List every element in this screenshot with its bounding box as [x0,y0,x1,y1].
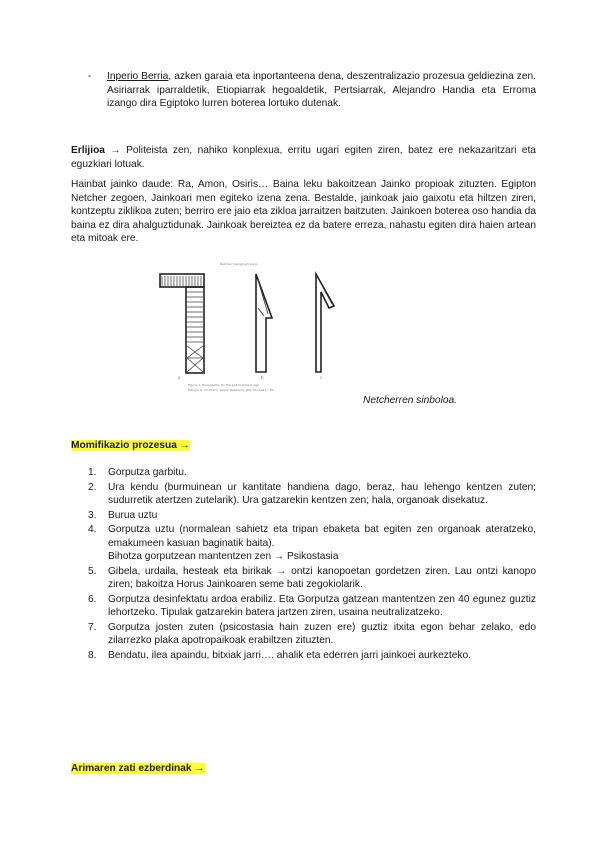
netcher-sign-b [256,274,272,372]
bullet-text [107,70,536,111]
list-item: 2. Ura kendu (burmuinean ur kantitate handiena dago, beraz, hau lehengo kentzen zuten; sudurretik atertzen zutelarik). Ura gatzarekin kentzen zen; hala, organoak disekatuz. [88,481,536,506]
religion-arrow: → [110,145,121,156]
list-item: 8. Bendatu, ilea apaindu, bitxiak jarri…. ahalik eta ederren jarri jainkoei aurkezteko. [88,649,471,661]
list-item: 5. Gibela, urdaila, hesteak eta birikak → ontzi kanopoetan gordetzen ziren. Lau ontzi kanopo ziren; bakoitza Horus Jainkoaren seme bati zegokiolarik. [88,565,536,590]
figure-small-caption-2: Dibujos A. Southern, según Newberry, JEA, 33 (1947), 70. [188,388,275,392]
mummification-arrow: → [177,440,190,451]
netcher-sign-a [160,274,204,373]
figure-label-b: b [261,375,264,380]
figure-label-c: c [320,375,323,380]
religion-intro [71,144,536,171]
mummification-steps [88,466,536,663]
list-item: 3. Burua uztu [88,509,158,521]
netcher-sign-c [316,274,334,372]
figure-label-a: a [178,375,181,380]
inperio-berria-link[interactable]: Inperio Berria [107,71,169,82]
bullet-mark: - [88,71,92,82]
figure-side-caption: Netcherren sinboloa. [363,395,458,406]
religion-intro-text: Politeista zen, nahiko konplexua, erritu ugari egiten ziren, batez ere nekazaritzari eta eguzkiari lotuak. [71,145,536,170]
soul-arrow: → [192,763,205,774]
figure-top-caption: Netcher hieroglyph signs [220,262,258,266]
list-item: 7. Gorputza josten zuten (psicostasia hain zuzen ere) guztiz itxita egon behar zelako, edo zilarrezko plaka apotropaikoak erabiltzen zituzten. [88,621,536,646]
soul-heading [71,762,205,776]
list-item: 6. Gorputza desinfektatu ardoa erabiliz. Eta Gorputza gatzean mantentzen zen 40 egunez guztiz lehortzeko. Tipulak gatzarekin batera jartzen ziren, usaina neutralizatzeko. [88,593,536,618]
mummification-title: Momifikazio prozesua [71,440,177,451]
bullet-rest: , azken garaia eta inportanteena dena, deszentralizazio prozesua geldiezina zen. Asiriarrak iparraldetik, Etiopiarrak hegoaldetik, Pertsiarrak, Alejandro Handia eta Erroma izango dira Egiptoko lurren boterea lortuko dutenak. [107,71,536,109]
netcher-figure [158,262,346,410]
figure-small-caption-1: Figure 1. Hieroglyphs for the god (netcher) sign [188,383,260,387]
netcher-signs-drawing [158,268,346,388]
soul-title: Arimaren zati ezberdinak [71,763,192,774]
list-item: 1. Gorputza garbitu. [88,467,187,478]
religion-body: Hainbat jainko daude: Ra, Amon, Osiris… Baina leku bakoitzean Jainko propioak zituzten. Egipton Netcher zegoen, Jainkoari men egiteko izena zena. Bestalde, jainkoak jaio gaixotu eta hiltzen ziren, kontzeptu ziklikoa zuten; berriro ere jaio eta zikloa jarraitzen baitzuten. Jainkoen boterea oso handia da baina ez dira ahalguztidunak. Jainkoak bereiztea ez da batere erreza, nahastu egiten dira haien artean eta mitoak ere. [71,179,536,244]
religion-title: Erlijioa [71,145,105,156]
list-item: 4. Gorputza uztu (normalean sahietz eta tripan ebaketa bat egiten zen organoak ateratzeko, emakumeen kasuan baginatik baita). Bihotza gorputzean mantentzen zen → Psikostasia [88,524,536,562]
mummification-heading [71,439,190,453]
step-4-extra: Bihotza gorputzean mantentzen zen → Psikostasia [108,551,339,562]
